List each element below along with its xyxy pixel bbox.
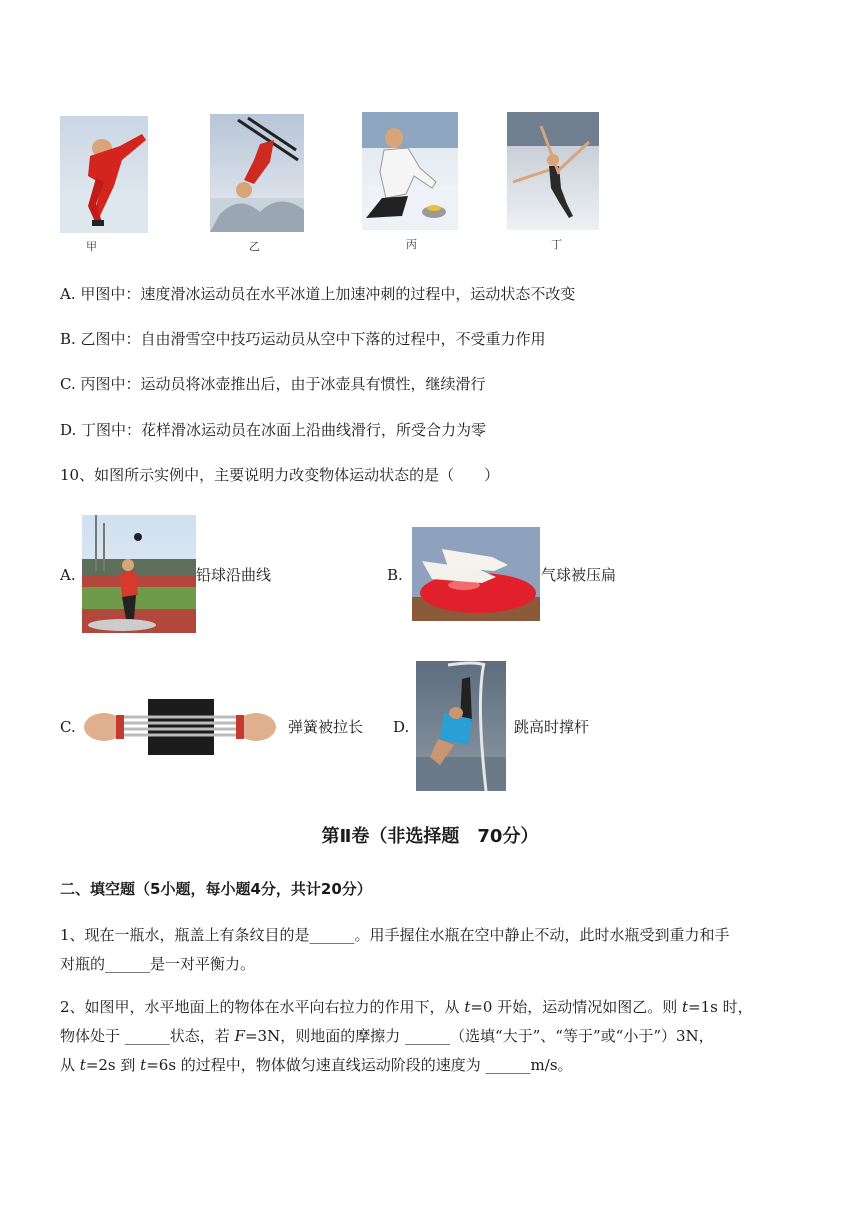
figure-yi-aerial-skier bbox=[210, 114, 304, 232]
q10-option-d-letter: D. bbox=[393, 718, 410, 736]
figure-bing-curling bbox=[362, 112, 458, 230]
var-t: t bbox=[682, 998, 689, 1016]
q10-option-a-letter: A. bbox=[60, 566, 76, 584]
fill-question-2-line-1 bbox=[60, 996, 753, 1018]
q10-option-b-letter: B. bbox=[387, 566, 403, 584]
figure-ding-figure-skater bbox=[507, 112, 599, 230]
q9-option-a: A. 甲图中：速度滑冰运动员在水平冰道上加速冲刺的过程中，运动状态不改变 bbox=[60, 285, 576, 303]
var-f: F bbox=[234, 1027, 245, 1045]
q10-option-c-letter: C. bbox=[60, 718, 76, 736]
q2-l3a: 从 bbox=[60, 1056, 80, 1074]
caption-ding: 丁 bbox=[551, 238, 562, 251]
q10-option-b-text: 气球被压扁 bbox=[541, 566, 617, 584]
section-title: 第Ⅱ卷（非选择题 70分） bbox=[321, 826, 539, 847]
fill-question-1-line-2: 对瓶的______是一对平衡力。 bbox=[60, 955, 256, 973]
q10-option-c-text: 弹簧被拉长 bbox=[288, 718, 364, 736]
q10-image-spring-expander bbox=[82, 699, 278, 755]
q2-l3b: =2s 到 bbox=[85, 1056, 141, 1074]
fill-question-1-line-1: 1、现在一瓶水，瓶盖上有条纹目的是______。用手握住水瓶在空中静止不动，此时水瓶受到重力和手 bbox=[60, 926, 730, 944]
q10-image-pole-vault bbox=[416, 661, 506, 791]
part-title: 二、填空题（5小题，每小题4分，共计20分） bbox=[60, 880, 372, 898]
q2-l2a: 物体处于 ______状态，若 bbox=[60, 1027, 235, 1045]
fill-question-2-line-3 bbox=[60, 1054, 573, 1076]
q10-image-shot-put bbox=[82, 515, 196, 633]
q10-image-balloon bbox=[412, 527, 540, 621]
var-t: t bbox=[464, 998, 471, 1016]
caption-jia: 甲 bbox=[86, 240, 97, 253]
q10-option-a-text: 铅球沿曲线 bbox=[196, 566, 272, 584]
q2-l2b: =3N，则地面的摩擦力 ______（选填“大于”、“等于”或“小于”）3N， bbox=[244, 1027, 714, 1045]
figure-jia-speed-skater bbox=[60, 116, 148, 233]
var-t: t bbox=[140, 1056, 147, 1074]
var-t: t bbox=[79, 1056, 86, 1074]
fill-question-2-line-2 bbox=[60, 1025, 714, 1047]
q9-option-b: B. 乙图中：自由滑雪空中技巧运动员从空中下落的过程中，不受重力作用 bbox=[60, 330, 546, 348]
q2-l1a: 2、如图甲，水平地面上的物体在水平向右拉力的作用下，从 bbox=[60, 998, 465, 1016]
q2-l1c: =1s 时， bbox=[688, 998, 753, 1016]
q10-option-d-text: 跳高时撑杆 bbox=[514, 718, 590, 736]
q10-stem: 10、如图所示实例中，主要说明力改变物体运动状态的是（ ） bbox=[60, 466, 500, 484]
caption-yi: 乙 bbox=[249, 240, 260, 253]
caption-bing: 丙 bbox=[406, 238, 417, 251]
q9-option-c: C. 丙图中：运动员将冰壶推出后，由于冰壶具有惯性，继续滑行 bbox=[60, 375, 486, 393]
q9-option-d: D. 丁图中：花样滑冰运动员在冰面上沿曲线滑行，所受合力为零 bbox=[60, 421, 487, 439]
q2-l3c: =6s 的过程中，物体做匀速直线运动阶段的速度为 ______m/s。 bbox=[146, 1056, 573, 1074]
q2-l1b: =0 开始，运动情况如图乙。则 bbox=[470, 998, 683, 1016]
